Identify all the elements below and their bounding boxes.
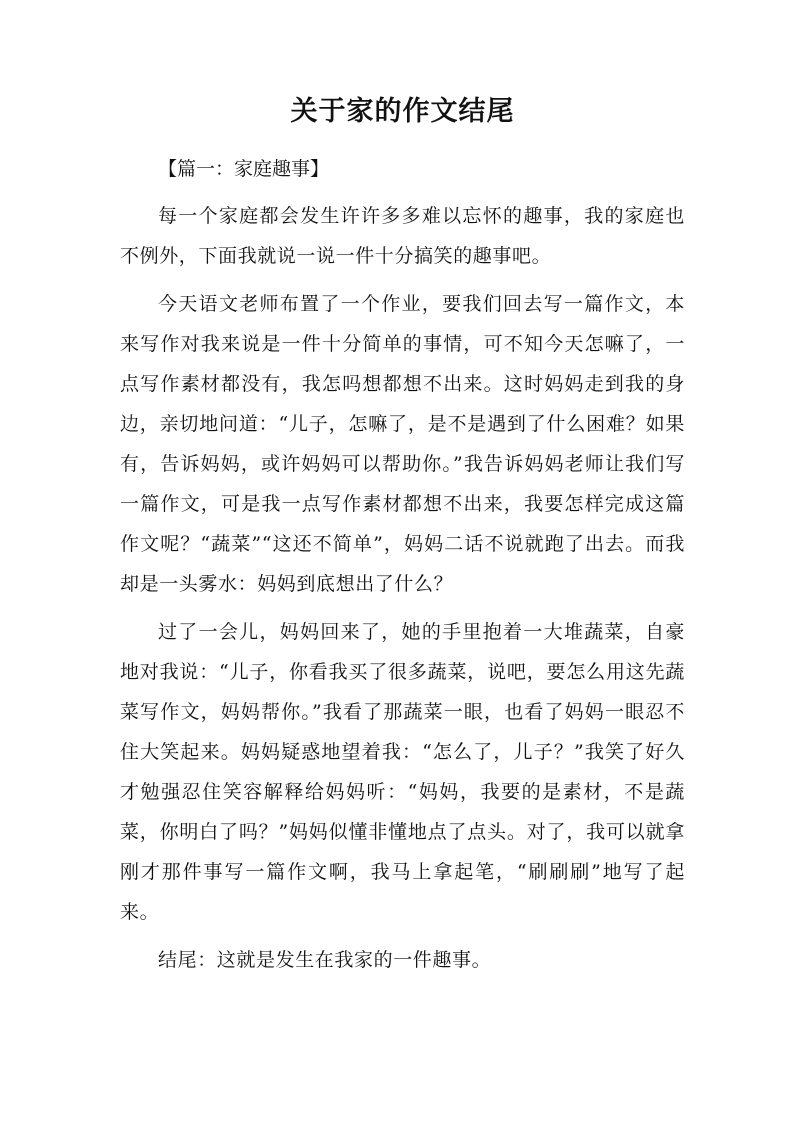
paragraph-1: 每一个家庭都会发生许许多多难以忘怀的趣事，我的家庭也不例外，下面我就说一说一件十分搞笑的趣事吧。	[120, 205, 685, 267]
paragraph-2: 今天语文老师布置了一个作业，要我们回去写一篇作文，本来写作对我来说是一件十分简单的事情，可不知今天怎嘛了，一点写作素材都没有，我怎吗想都想不出来。这时妈妈走到我的身边，亲切地问道：“儿子，怎嘛了，是不是遇到了什么困难？如果有，告诉妈妈，或许妈妈可以帮助你。”我告诉妈妈老师让我们写一篇作文，可是我一点写作素材都想不出来，我要怎样完成这篇作文呢？“蔬菜”“这还不简单”，妈妈二话不说就跑了出去。而我却是一头雾水：妈妈到底想出了什么？	[120, 293, 685, 595]
document-page	[120, 92, 685, 988]
section-heading: 【篇一：家庭趣事】	[158, 158, 330, 180]
paragraph-4: 结尾：这就是发生在我家的一件趣事。	[158, 949, 492, 971]
document-title: 关于家的作文结尾	[290, 96, 515, 127]
paragraph-3: 过了一会儿，妈妈回来了，她的手里抱着一大堆蔬菜，自豪地对我说：“儿子，你看我买了很多蔬菜，说吧，要怎么用这先蔬菜写作文，妈妈帮你。”我看了那蔬菜一眼，也看了妈妈一眼忍不住大笑起来。妈妈疑惑地望着我：“怎么了，儿子？”我笑了好久才勉强忍住笑容解释给妈妈听：“妈妈，我要的是素材，不是蔬菜，你明白了吗？”妈妈似懂非懂地点了点头。对了，我可以就拿刚才那件事写一篇作文啊，我马上拿起笔，“刷刷刷”地写了起来。	[120, 621, 685, 923]
